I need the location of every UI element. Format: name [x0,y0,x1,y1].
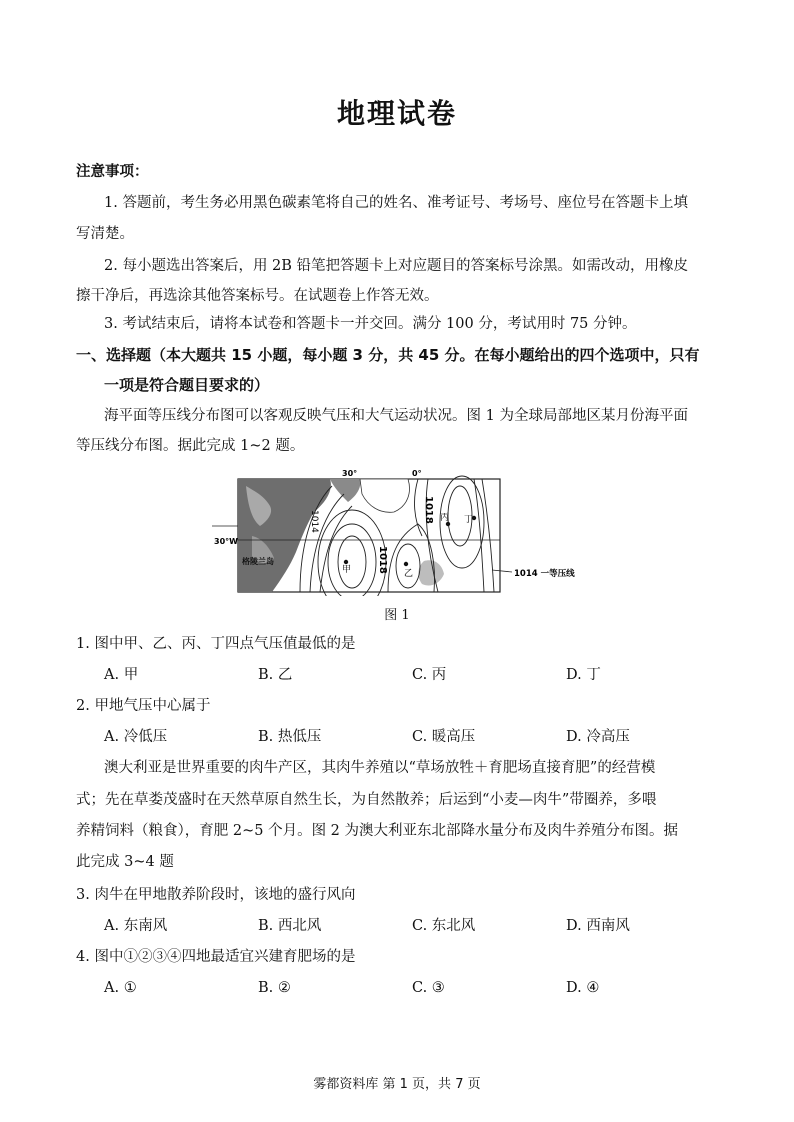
isobar-1014-label: 1014 [309,510,319,533]
notice-item-2-cont: 擦干净后，再选涂其他答案标号。在试题卷上作答无效。 [76,288,439,304]
passage-2: 澳大利亚是世界重要的肉牛产区，其肉牛养殖以“草场放牲＋育肥场直接育肥”的经营模 [104,760,656,776]
question-4-option-d: D. ④ [566,980,600,996]
lon-30-label: 30° [342,469,358,478]
page-footer: 雾都资料库 第 1 页，共 7 页 [313,1077,481,1092]
question-2-option-b: B. 热低压 [258,729,322,745]
notice-item-3: 3. 考试结束后，请将本试卷和答题卡一并交回。满分 100 分，考试用时 75 分钟。 [104,316,637,332]
question-2-stem: 2. 甲地气压中心属于 [76,698,211,714]
passage-2-cont-2: 养精饲料（粮食），育肥 2~5 个月。图 2 为澳大利亚东北部降水量分布及肉牛养殖分布图。据 [76,823,679,839]
notice-item-1-cont: 写清楚。 [76,226,134,242]
section-heading-cont: 一项是符合题目要求的） [104,376,270,394]
question-1-option-a: A. 甲 [104,667,139,683]
question-4-stem: 4. 图中①②③④四地最适宜兴建育肥场的是 [76,949,356,965]
point-bing-label: 丙 [440,513,450,523]
question-2-option-c: C. 暖高压 [412,729,476,745]
lat-30w-label: 30°W [214,537,238,546]
isobar-1018-left-label: 1018 [377,546,388,574]
question-3-option-c: C. 东北风 [412,918,476,934]
question-3-stem: 3. 肉牛在甲地散养阶段时，该地的盛行风向 [76,887,356,903]
point-jia-label: 甲 [342,565,352,575]
figure-caption: 图 1 [384,608,410,623]
isobar-1018-right-label: 1018 [423,496,434,524]
isobar-map-figure [212,466,632,596]
point-yi-marker [404,562,408,566]
page-title: 地理试卷 [336,97,457,130]
question-2-option-a: A. 冷低压 [104,729,168,745]
legend-label: 1014 一等压线 [514,569,575,579]
passage-2-cont-1: 式；先在草娄茂盛时在天然草原自然生长，为自然散养；后运到“小麦—肉牛”带圈养，多喂 [76,792,657,808]
notice-heading: 注意事项： [76,164,149,180]
question-4-option-b: B. ② [258,980,291,996]
notice-item-2: 2. 每小题选出答案后，用 2B 铅笔把答题卡上对应题目的答案标号涂黑。如需改动，用橡皮 [104,258,689,274]
question-4-option-a: A. ① [104,980,137,996]
question-1-option-b: B. 乙 [258,667,293,683]
point-yi-label: 乙 [404,569,414,579]
question-1-stem: 1. 图中甲、乙、丙、丁四点气压值最低的是 [76,636,356,652]
point-ding-label: 丁 [464,515,474,525]
greenland-label: 格陵兰岛 [242,557,274,566]
section-heading: 一、选择题（本大题共 15 小题，每小题 3 分，共 45 分。在每小题给出的四个选项中，只有 [76,346,700,364]
question-1-option-c: C. 丙 [412,667,447,683]
question-3-option-a: A. 东南风 [104,918,168,934]
question-4-option-c: C. ③ [412,980,445,996]
lon-0-label: 0° [412,469,422,478]
passage-2-cont-3: 此完成 3~4 题 [76,854,174,870]
passage-1: 海平面等压线分布图可以客观反映气压和大气运动状况。图 1 为全球局部地区某月份海平面 [104,408,688,424]
notice-item-1: 1. 答题前，考生务必用黑色碳素笔将自己的姓名、准考证号、考场号、座位号在答题卡上填 [104,195,688,211]
question-3-option-d: D. 西南风 [566,918,630,934]
question-3-option-b: B. 西北风 [258,918,322,934]
passage-1-cont: 等压线分布图。据此完成 1~2 题。 [76,438,305,454]
question-1-option-d: D. 丁 [566,667,601,683]
question-2-option-d: D. 冷高压 [566,729,630,745]
point-jia-marker [344,560,348,564]
